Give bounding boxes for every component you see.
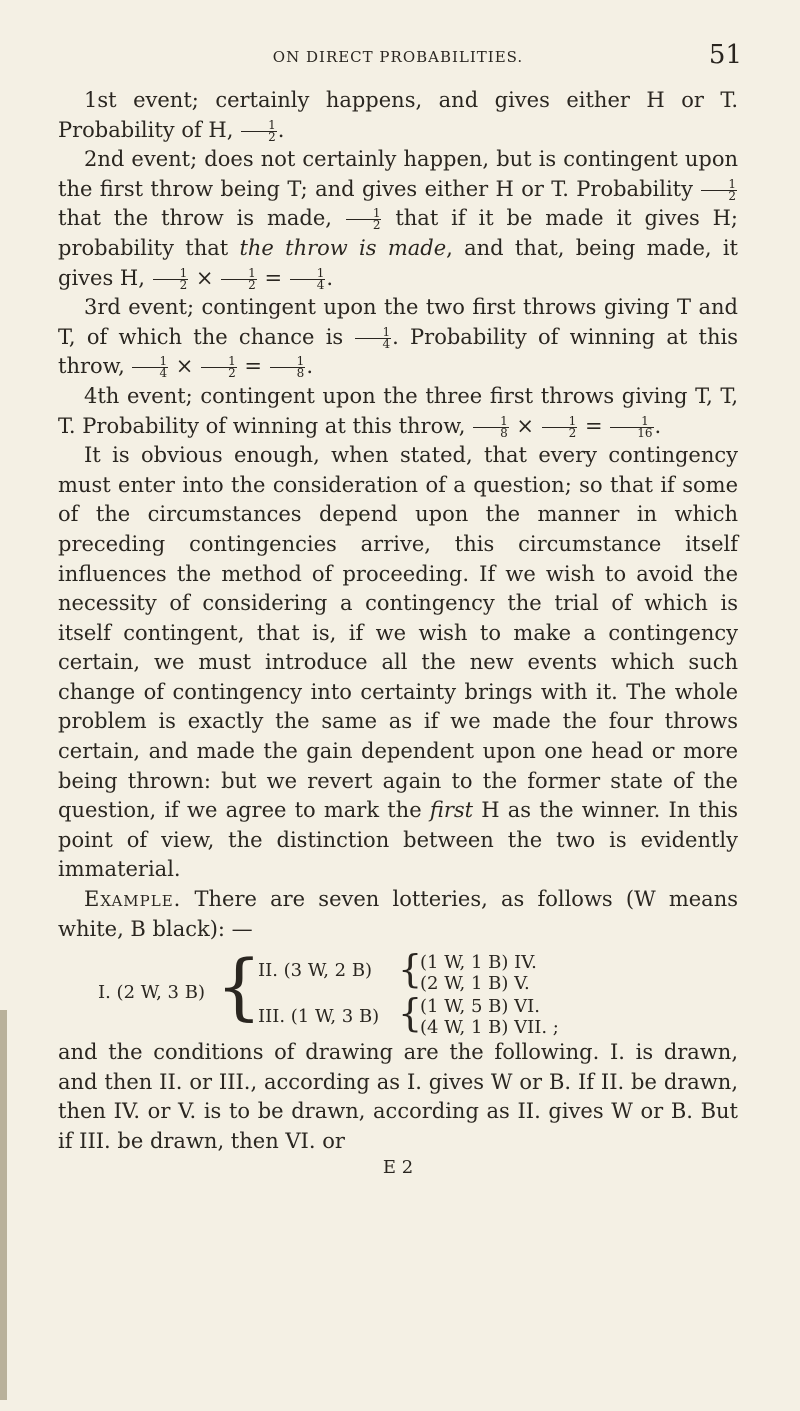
signature-mark: E 2 xyxy=(382,1156,414,1178)
fraction xyxy=(241,117,277,144)
fraction xyxy=(346,208,382,231)
fraction xyxy=(701,176,737,203)
text-run: × xyxy=(169,354,201,379)
body-text xyxy=(58,86,738,1182)
fraction-denominator: 4 xyxy=(316,277,325,292)
lottery-ii: II. (3 W, 2 B) xyxy=(258,960,373,982)
text-run: = xyxy=(257,265,289,290)
fraction xyxy=(290,265,326,292)
fraction-denominator: 4 xyxy=(159,366,168,381)
fraction-denominator: 2 xyxy=(372,218,381,233)
fraction-numerator: 1 xyxy=(270,356,306,368)
lottery-i: I. (2 W, 3 B) xyxy=(98,982,205,1004)
text-run: that if it be made it gives H; probability that xyxy=(58,206,738,260)
fraction-numerator: 1 xyxy=(290,268,326,280)
text-run: that the throw is made, xyxy=(58,206,345,231)
paragraph xyxy=(58,293,738,382)
text-run: 4th event; contingent upon the three first throws giving T, T, T. Probability of winning at this throw, xyxy=(58,383,738,438)
fraction xyxy=(610,413,653,440)
lottery-vii: (4 W, 1 B) VII. ; xyxy=(420,1017,559,1039)
left-brace-icon: { xyxy=(398,991,423,1036)
fraction xyxy=(542,413,578,440)
text-run: = xyxy=(578,413,610,438)
lottery-v: (2 W, 1 B) V. xyxy=(420,973,530,995)
paragraph xyxy=(58,441,738,885)
fraction-numerator: 1 xyxy=(201,356,237,368)
fraction-denominator: 2 xyxy=(728,188,736,203)
paragraph xyxy=(58,885,738,944)
text-run: . xyxy=(277,117,285,142)
italic-run: first xyxy=(429,798,474,823)
text-run: × xyxy=(509,413,541,438)
lottery-scheme xyxy=(58,944,738,1039)
book-page xyxy=(58,38,742,1182)
fraction xyxy=(132,356,168,379)
text-run: 1st event; certainly happens, and gives either H or T. Probability of H, xyxy=(58,88,738,142)
fraction xyxy=(221,265,257,292)
lottery-iii: III. (1 W, 3 B) xyxy=(258,1006,380,1028)
fraction-denominator: 8 xyxy=(500,425,508,440)
page-header xyxy=(58,38,742,78)
fraction-numerator: 1 xyxy=(153,268,189,280)
text-run: 3rd event; contingent upon the two first throws giving T and T, of which the chance is xyxy=(58,295,738,349)
fraction-denominator: 4 xyxy=(382,336,391,351)
fraction-denominator: 2 xyxy=(179,277,188,292)
fraction-denominator: 8 xyxy=(296,366,305,381)
fraction xyxy=(201,356,237,379)
paragraph xyxy=(58,145,738,293)
fraction-denominator: 2 xyxy=(248,277,256,292)
text-run: × xyxy=(189,265,221,290)
text-run: . xyxy=(326,265,334,290)
fraction-numerator: 1 xyxy=(346,208,382,220)
left-brace-icon: { xyxy=(398,947,423,992)
fraction-numerator: 1 xyxy=(241,120,277,132)
fraction-denominator: 2 xyxy=(568,425,577,440)
fraction-numerator: 1 xyxy=(610,416,653,428)
fraction-denominator: 16 xyxy=(637,425,653,440)
paragraph xyxy=(58,382,738,441)
paragraph xyxy=(58,86,738,145)
text-run: . Probability of winning at this throw, xyxy=(58,324,738,379)
page-number: 51 xyxy=(708,40,742,70)
fraction-numerator: 1 xyxy=(355,327,391,339)
italic-run: the throw is made xyxy=(239,235,447,260)
lottery-iv: (1 W, 1 B) IV. xyxy=(420,952,537,974)
text-run: = xyxy=(237,354,269,379)
text-run: There are seven lotteries, as follows (W means white, B black): — xyxy=(58,887,738,941)
fraction xyxy=(153,265,189,292)
fraction-numerator: 1 xyxy=(132,356,168,368)
running-title: ON DIRECT PROBABILITIES. xyxy=(272,48,524,66)
text-run: H as the winner. In this point of view, the distinction between the two is evidently immaterial. xyxy=(58,798,738,882)
fraction-denominator: 2 xyxy=(268,129,276,144)
text-run: , and that, being made, it gives H, xyxy=(58,235,738,290)
text-run: It is obvious enough, when stated, that every contingency must enter into the consideration of a question; so that if some of the circumstances depend upon the manner in which preceding contingencies arrive, this circumstance itself influences the method of proceeding. If we wish to avoid the necessity of considering a contingency the trial of which is itself contingent, that is, if we wish to make a contingency certain, we must introduce all the new events which such change of contingency into certainty brings with it. The whole problem is exactly the same as if we made the four throws certain, and made the gain dependent upon one head or more being thrown: but we revert again to the former state of the question, if we agree to mark the xyxy=(58,443,738,823)
text-run: and the conditions of drawing are the following. I. is drawn, and then II. or III., according as I. gives W or B. If II. be drawn, then IV. or V. is to be drawn, according as II. gives W or B. But if III. be drawn, then VI. or xyxy=(58,1040,738,1153)
fraction-numerator: 1 xyxy=(542,416,578,428)
text-run: . xyxy=(654,413,662,438)
fraction-numerator: 1 xyxy=(701,179,737,191)
paragraph xyxy=(58,1038,738,1156)
fraction xyxy=(473,413,509,440)
fraction-numerator: 1 xyxy=(473,416,509,428)
fraction xyxy=(355,324,391,351)
text-run: 2nd event; does not certainly happen, but is contingent upon the first throw being T; and gives either H or T. Probability xyxy=(58,147,738,201)
text-run: . xyxy=(306,354,313,379)
fraction xyxy=(270,356,306,379)
fraction-denominator: 2 xyxy=(228,366,236,381)
left-brace-icon: { xyxy=(216,944,262,1029)
small-caps-heading: Example. xyxy=(84,887,182,912)
lottery-vi: (1 W, 5 B) VI. xyxy=(420,996,540,1018)
fraction-numerator: 1 xyxy=(221,268,257,280)
page-edge-shadow xyxy=(0,1010,7,1400)
